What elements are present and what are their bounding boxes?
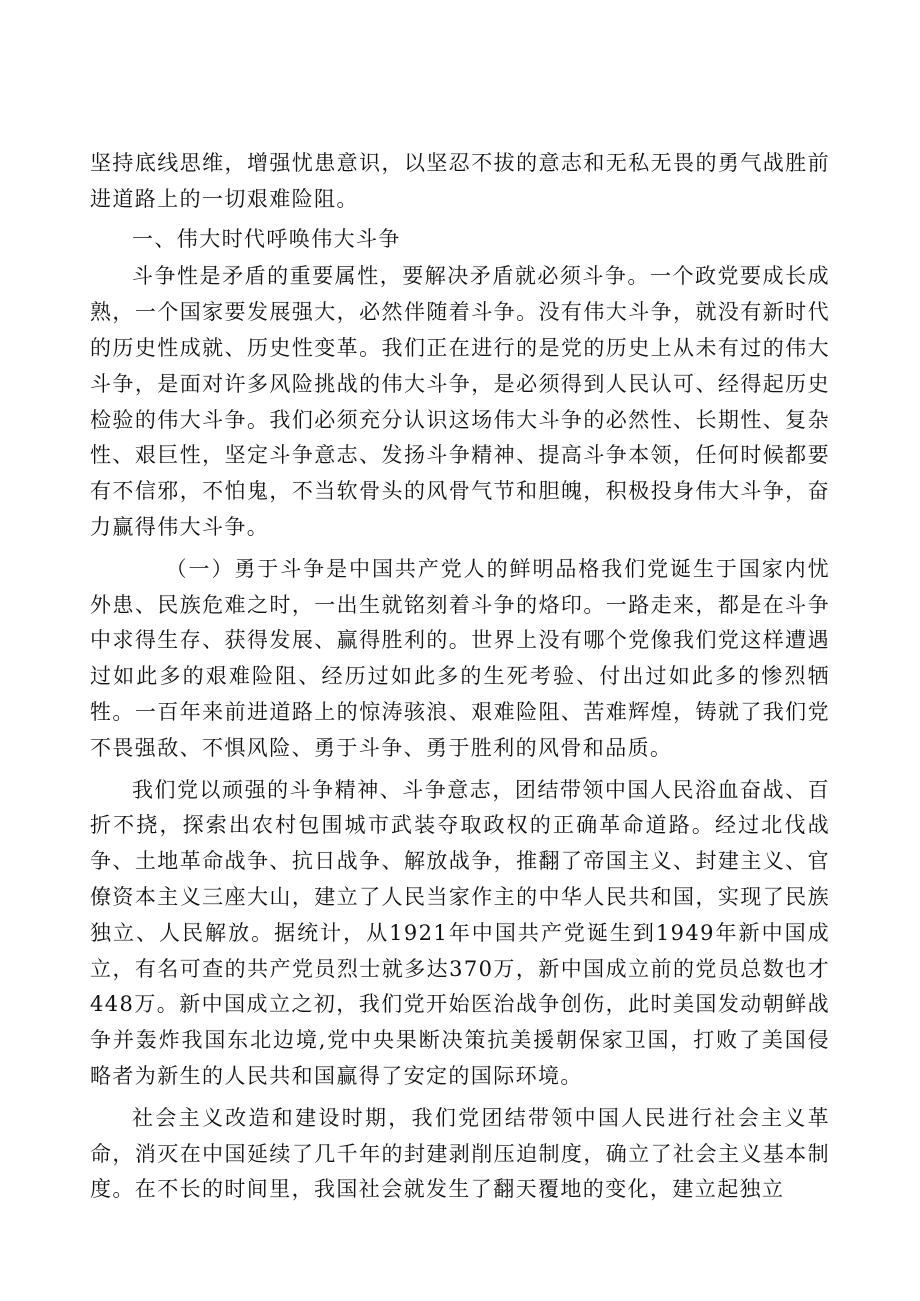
- paragraph-continuation: 坚持底线思维，增强忧患意识，以坚忍不拔的意志和无私无畏的勇气战胜前进道路上的一切艰难险阻。: [90, 151, 830, 211]
- paragraph-revolution-history: 我们党以顽强的斗争精神、斗争意志，团结带领中国人民浴血奋战、百折不挠，探索出农村包围城市武装夺取政权的正确革命道路。经过北伐战争、土地革命战争、抗日战争、解放战争，推翻了帝国主义、封建主义、官僚资本主义三座大山，建立了人民当家作主的中华人民共和国，实现了民族独立、人民解放。据统计，从1921年中国共产党诞生到1949年新中国成立，有名可查的共产党员烈士就多达370万，新中国成立前的党员总数也才448万。新中国成立之初，我们党开始医治战争创伤，此时美国发动朝鲜战争并轰炸我国东北边境,党中央果断决策抗美援朝保家卫国，打败了美国侵略者为新生的人民共和国赢得了安定的国际环境。: [90, 777, 830, 1088]
- section-heading: 一、伟大时代呼唤伟大斗争: [132, 226, 401, 251]
- document-page: [90, 146, 830, 1208]
- paragraph-subsection-one: （一）勇于斗争是中国共产党人的鲜明品格我们党诞生于国家内忧外患、民族危难之时，一出生就铭刻着斗争的烙印。一路走来，都是在斗争中求得生存、获得发展、赢得胜利的。世界上没有哪个党像我们党这样遭遇过如此多的艰难险阻、经历过如此多的生死考验、付出过如此多的惨烈牺牲。一百年来前进道路上的惊涛骇浪、艰难险阻、苦难辉煌，铸就了我们党不畏强敌、不惧风险、勇于斗争、勇于胜利的风骨和品质。: [90, 556, 830, 760]
- paragraph-socialist-construction: 社会主义改造和建设时期，我们党团结带领中国人民进行社会主义革命，消灭在中国延续了几千年的封建剥削压迫制度，确立了社会主义基本制度。在不长的时间里，我国社会就发生了翻天覆地的变化，建立起独立: [90, 1105, 830, 1202]
- paragraph-struggle-nature: 斗争性是矛盾的重要属性，要解决矛盾就必须斗争。一个政党要成长成熟，一个国家要发展强大，必然伴随着斗争。没有伟大斗争，就没有新时代的历史性成就、历史性变革。我们正在进行的是党的历史上从未有过的伟大斗争，是面对许多风险挑战的伟大斗争，是必须得到人民认可、经得起历史检验的伟大斗争。我们必须充分认识这场伟大斗争的必然性、长期性、复杂性、艰巨性，坚定斗争意志、发扬斗争精神、提高斗争本领，任何时候都要有不信邪，不怕鬼，不当软骨头的风骨气节和胆魄，积极投身伟大斗争，奋力赢得伟大斗争。: [90, 264, 830, 539]
